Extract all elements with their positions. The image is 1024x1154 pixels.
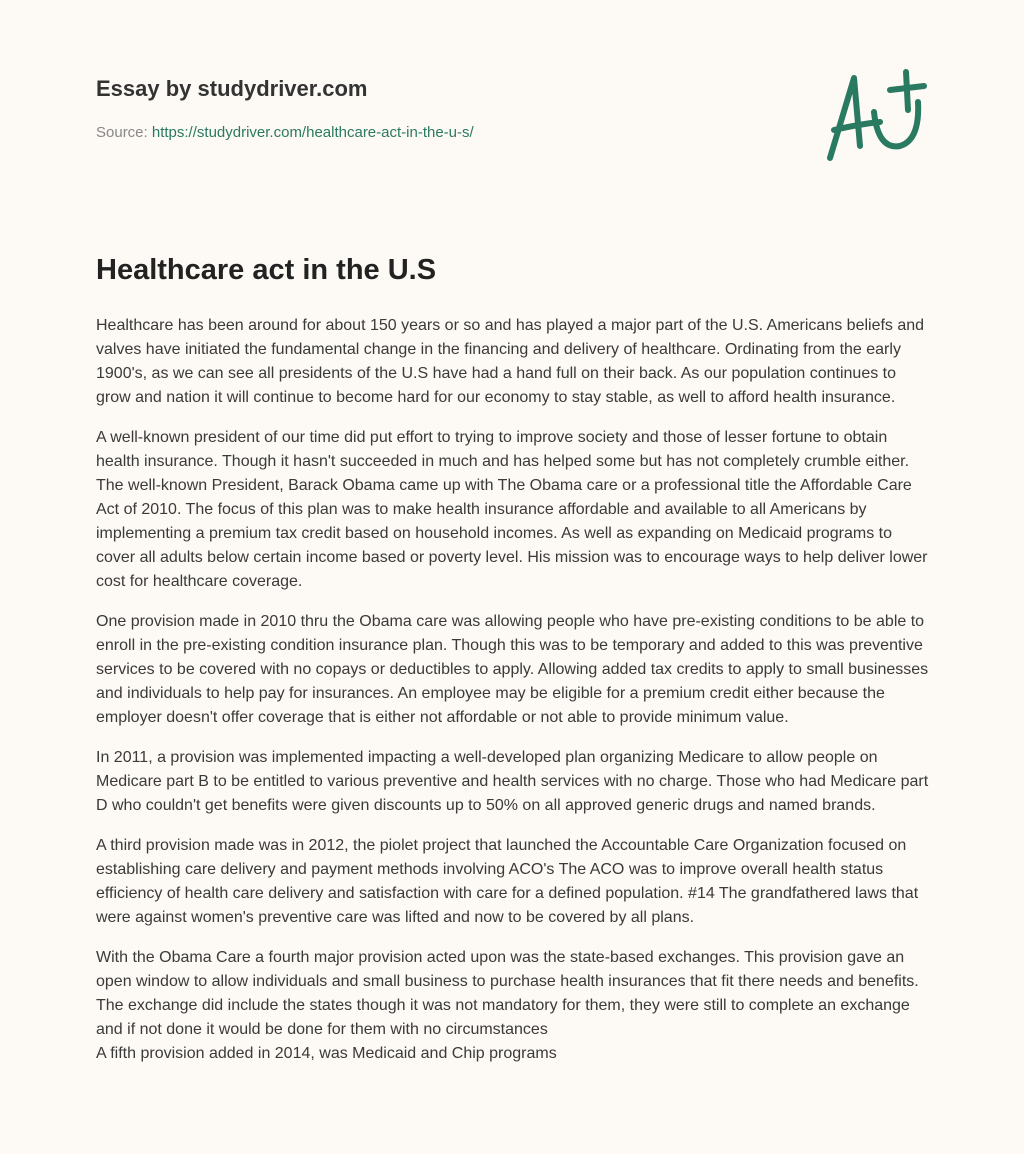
source-link[interactable]: https://studydriver.com/healthcare-act-in-the-u-s/ — [151, 124, 474, 141]
essay-paragraph: One provision made in 2010 thru the Obama care was allowing people who have pre-existing conditions to be able to enroll in the pre-existing condition insurance plan. Though this was to be temporary and added to this was preventive services to be covered with no copays or deductibles to apply. Allowing added tax credits to apply to small businesses and individuals to help pay for insurances. An employee may be eligible for a premium credit either because the employer doesn't offer coverage that is either not affordable or not able to provide minimum value. — [96, 613, 929, 726]
essay-body — [96, 314, 932, 1082]
a-plus-logo-icon — [820, 66, 930, 166]
source-label: Source: — [96, 124, 148, 141]
essay-paragraph: In 2011, a provision was implemented impacting a well-developed plan organizing Medicare to allow people on Medicare part B to be entitled to various preventive and health services with no charge. Those who had Medicare part D who couldn't get benefits were given discounts up to 50% on all approved generic drugs and named brands. — [96, 749, 929, 814]
essay-header — [96, 76, 474, 141]
essay-title: Healthcare act in the U.S — [96, 254, 437, 286]
essay-paragraph: A third provision made was in 2012, the piolet project that launched the Accountable Care Organization focused on establishing care delivery and payment methods involving ACO's The ACO was to improve overall health status efficiency of health care delivery and satisfaction with care for a defined population. #14 The grandfathered laws that were against women's preventive care was lifted and now to be covered by all plans. — [96, 837, 919, 926]
source-line — [96, 124, 474, 141]
essay-paragraph: With the Obama Care a fourth major provision acted upon was the state-based exchanges. This provision gave an open window to allow individuals and small business to purchase health insurances that fit there needs and benefits. The exchange did include the states though it was not mandatory for them, they were still to complete an exchange and if not done it would be done for them with no circumstances A fifth provision added in 2014, was Medicaid and Chip programs — [96, 949, 919, 1062]
essay-paragraph: Healthcare has been around for about 150 years or so and has played a major part of the U.S. Americans beliefs and valves have initiated the fundamental change in the financing and delivery of healthcare. Ordinating from the early 1900's, as we can see all presidents of the U.S have had a hand full on their back. As our population continues to grow and nation it will continue to become hard for our economy to stay stable, as well to afford health insurance. — [96, 317, 925, 406]
essay-paragraph: A well-known president of our time did put effort to trying to improve society and those of lesser fortune to obtain health insurance. Though it hasn't succeeded in much and has helped some but has not completely crumble either. The well-known President, Barack Obama came up with The Obama care or a professional title the Affordable Care Act of 2010. The focus of this plan was to make health insurance affordable and available to all Americans by implementing a premium tax credit based on household incomes. As well as expanding on Medicaid programs to cover all adults below certain income based or poverty level. His mission was to encourage ways to help deliver lower cost for healthcare coverage. — [96, 429, 928, 590]
site-title: Essay by studydriver.com — [96, 76, 368, 101]
